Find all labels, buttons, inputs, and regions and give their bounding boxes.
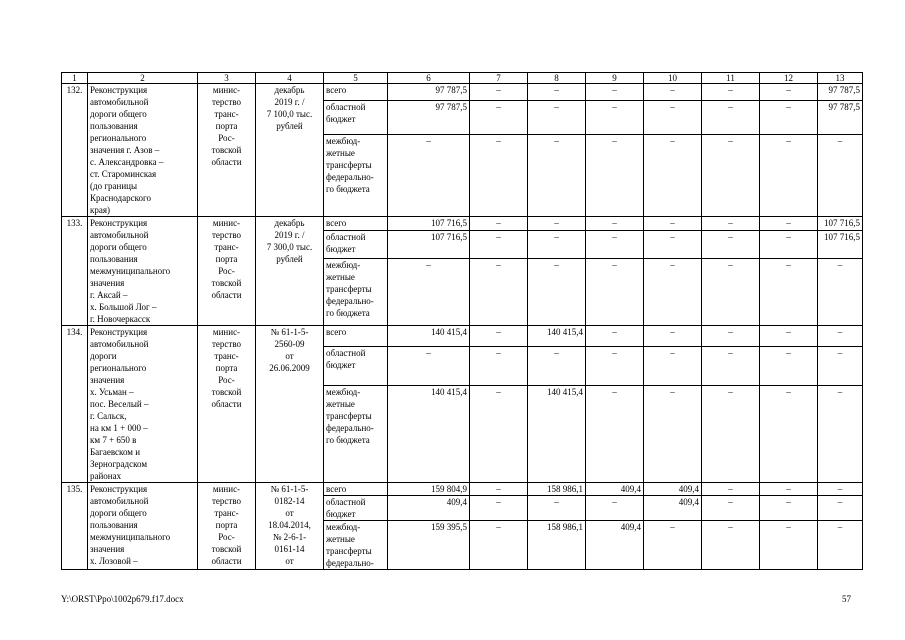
col-header-7: 7 [470, 73, 528, 84]
amount-cell: – [470, 258, 528, 325]
amount-cell: – [470, 521, 528, 570]
funding-source: всего [324, 326, 388, 347]
amount-cell: – [470, 326, 528, 347]
amount-cell: – [644, 326, 702, 347]
row-number: 135. [62, 483, 88, 570]
amount-cell: – [702, 496, 760, 521]
funding-source: межбюд- жетные трансферты федерально- го бюджета [324, 386, 388, 483]
amount-cell: 97 787,5 [388, 84, 470, 101]
document-info: декабрь 2019 г. / 7 300,0 тыс. рублей [256, 217, 324, 326]
amount-cell: – [702, 231, 760, 259]
amount-cell: – [702, 483, 760, 496]
amount-cell: – [528, 258, 586, 325]
funding-source: всего [324, 84, 388, 101]
responsible-org: минис- терство транс- порта Рос- товской области [198, 326, 256, 483]
row-number: 132. [62, 84, 88, 217]
amount-cell: – [702, 101, 760, 135]
amount-cell: – [818, 496, 863, 521]
object-name: Реконструкция автомобильной дороги общего пользования межмуниципального значения х. Лозовой – [88, 483, 198, 570]
funding-source: всего [324, 217, 388, 231]
amount-cell: 409,4 [644, 483, 702, 496]
amount-cell: – [702, 326, 760, 347]
amount-cell: – [818, 135, 863, 217]
amount-cell: – [760, 346, 818, 386]
amount-cell: – [528, 101, 586, 135]
amount-cell: – [644, 101, 702, 135]
table-row [62, 217, 863, 231]
row-number: 133. [62, 217, 88, 326]
amount-cell: – [760, 217, 818, 231]
amount-cell: – [470, 496, 528, 521]
amount-cell: – [470, 135, 528, 217]
amount-cell: – [528, 135, 586, 217]
amount-cell: – [760, 231, 818, 259]
amount-cell: 107 716,5 [388, 231, 470, 259]
amount-cell: – [702, 386, 760, 483]
page-number: 57 [842, 594, 851, 604]
amount-cell: – [470, 101, 528, 135]
amount-cell: – [586, 101, 644, 135]
amount-cell: 97 787,5 [818, 84, 863, 101]
col-header-5: 5 [324, 73, 388, 84]
responsible-org: минис- терство транс- порта Рос- товской области [198, 483, 256, 570]
amount-cell: 97 787,5 [818, 101, 863, 135]
table-row [62, 326, 863, 347]
amount-cell: – [644, 84, 702, 101]
funding-source: областной бюджет [324, 101, 388, 135]
funding-source: всего [324, 483, 388, 496]
funding-source: межбюд- жетные трансферты федерально- го бюджета [324, 258, 388, 325]
file-path-footer: Y:\ORST\Ppo\1002p679.f17.docx [61, 594, 184, 604]
amount-cell: – [528, 217, 586, 231]
document-info: № 61-1-5- 2560-09 от 26.06.2009 [256, 326, 324, 483]
funding-source: межбюд- жетные трансферты федерально- [324, 521, 388, 570]
amount-cell: – [702, 521, 760, 570]
amount-cell: – [470, 346, 528, 386]
amount-cell: – [818, 258, 863, 325]
col-header-2: 2 [88, 73, 198, 84]
funding-source: областной бюджет [324, 231, 388, 259]
amount-cell: 159 804,9 [388, 483, 470, 496]
amount-cell: – [470, 386, 528, 483]
amount-cell: – [586, 258, 644, 325]
column-number-header-row [62, 73, 863, 84]
col-header-4: 4 [256, 73, 324, 84]
object-name: Реконструкция автомобильной дороги регионального значения х. Усьман – пос. Веселый – г. Сальск, на км 1 + 000 – км 7 + 650 в Багаевском и Зерноградском районах [88, 326, 198, 483]
amount-cell: – [760, 496, 818, 521]
amount-cell: – [760, 483, 818, 496]
amount-cell: – [644, 521, 702, 570]
responsible-org: минис- терство транс- порта Рос- товской области [198, 217, 256, 326]
col-header-13: 13 [818, 73, 863, 84]
amount-cell: – [818, 346, 863, 386]
amount-cell: – [818, 326, 863, 347]
amount-cell: 158 986,1 [528, 521, 586, 570]
col-header-6: 6 [388, 73, 470, 84]
amount-cell: – [388, 135, 470, 217]
funding-source: областной бюджет [324, 346, 388, 386]
col-header-8: 8 [528, 73, 586, 84]
amount-cell: – [586, 135, 644, 217]
document-info: декабрь 2019 г. / 7 100,0 тыс. рублей [256, 84, 324, 217]
amount-cell: – [586, 84, 644, 101]
amount-cell: – [644, 231, 702, 259]
funding-source: межбюд- жетные трансферты федерально- го бюджета [324, 135, 388, 217]
amount-cell: – [470, 483, 528, 496]
amount-cell: – [470, 217, 528, 231]
amount-cell: – [818, 386, 863, 483]
amount-cell: – [644, 386, 702, 483]
amount-cell: – [818, 483, 863, 496]
col-header-9: 9 [586, 73, 644, 84]
amount-cell: – [760, 521, 818, 570]
object-name: Реконструкция автомобильной дороги общего пользования регионального значения г. Азов – с. Александровка – ст. Староминская (до границы Краснодарского края) [88, 84, 198, 217]
amount-cell: 140 415,4 [388, 326, 470, 347]
amount-cell: – [586, 496, 644, 521]
amount-cell: 409,4 [388, 496, 470, 521]
row-number: 134. [62, 326, 88, 483]
amount-cell: – [644, 258, 702, 325]
amount-cell: 107 716,5 [818, 231, 863, 259]
amount-cell: – [760, 84, 818, 101]
amount-cell: – [702, 84, 760, 101]
amount-cell: – [586, 326, 644, 347]
amount-cell: – [586, 386, 644, 483]
amount-cell: 97 787,5 [388, 101, 470, 135]
table-row [62, 483, 863, 496]
col-header-10: 10 [644, 73, 702, 84]
table-row [62, 84, 863, 101]
amount-cell: – [470, 84, 528, 101]
amount-cell: – [388, 258, 470, 325]
object-name: Реконструкция автомобильной дороги общего пользования межмуниципального значения г. Аксай – х. Большой Лог – г. Новочеркасск [88, 217, 198, 326]
amount-cell: – [528, 346, 586, 386]
amount-cell: 158 986,1 [528, 483, 586, 496]
amount-cell: – [528, 231, 586, 259]
amount-cell: 409,4 [644, 496, 702, 521]
amount-cell: – [818, 521, 863, 570]
amount-cell: – [760, 135, 818, 217]
amount-cell: 159 395,5 [388, 521, 470, 570]
amount-cell: 107 716,5 [388, 217, 470, 231]
amount-cell: – [388, 346, 470, 386]
amount-cell: – [760, 386, 818, 483]
amount-cell: – [528, 496, 586, 521]
amount-cell: – [586, 217, 644, 231]
amount-cell: – [470, 231, 528, 259]
amount-cell: – [528, 84, 586, 101]
amount-cell: – [702, 217, 760, 231]
document-info: № 61-1-5- 0182-14 от 18.04.2014, № 2-6-1- 0161-14 от [256, 483, 324, 570]
funding-source: областной бюджет [324, 496, 388, 521]
amount-cell: – [760, 258, 818, 325]
amount-cell: 140 415,4 [528, 386, 586, 483]
amount-cell: 140 415,4 [388, 386, 470, 483]
amount-cell: – [702, 346, 760, 386]
col-header-11: 11 [702, 73, 760, 84]
program-table [61, 72, 863, 570]
amount-cell: – [644, 346, 702, 386]
amount-cell: – [644, 135, 702, 217]
amount-cell: 107 716,5 [818, 217, 863, 231]
amount-cell: – [760, 326, 818, 347]
amount-cell: 140 415,4 [528, 326, 586, 347]
amount-cell: – [760, 101, 818, 135]
col-header-1: 1 [62, 73, 88, 84]
col-header-3: 3 [198, 73, 256, 84]
responsible-org: минис- терство транс- порта Рос- товской области [198, 84, 256, 217]
amount-cell: – [586, 231, 644, 259]
amount-cell: 409,4 [586, 521, 644, 570]
amount-cell: – [702, 258, 760, 325]
col-header-12: 12 [760, 73, 818, 84]
amount-cell: – [702, 135, 760, 217]
amount-cell: – [644, 217, 702, 231]
amount-cell: – [586, 346, 644, 386]
amount-cell: 409,4 [586, 483, 644, 496]
